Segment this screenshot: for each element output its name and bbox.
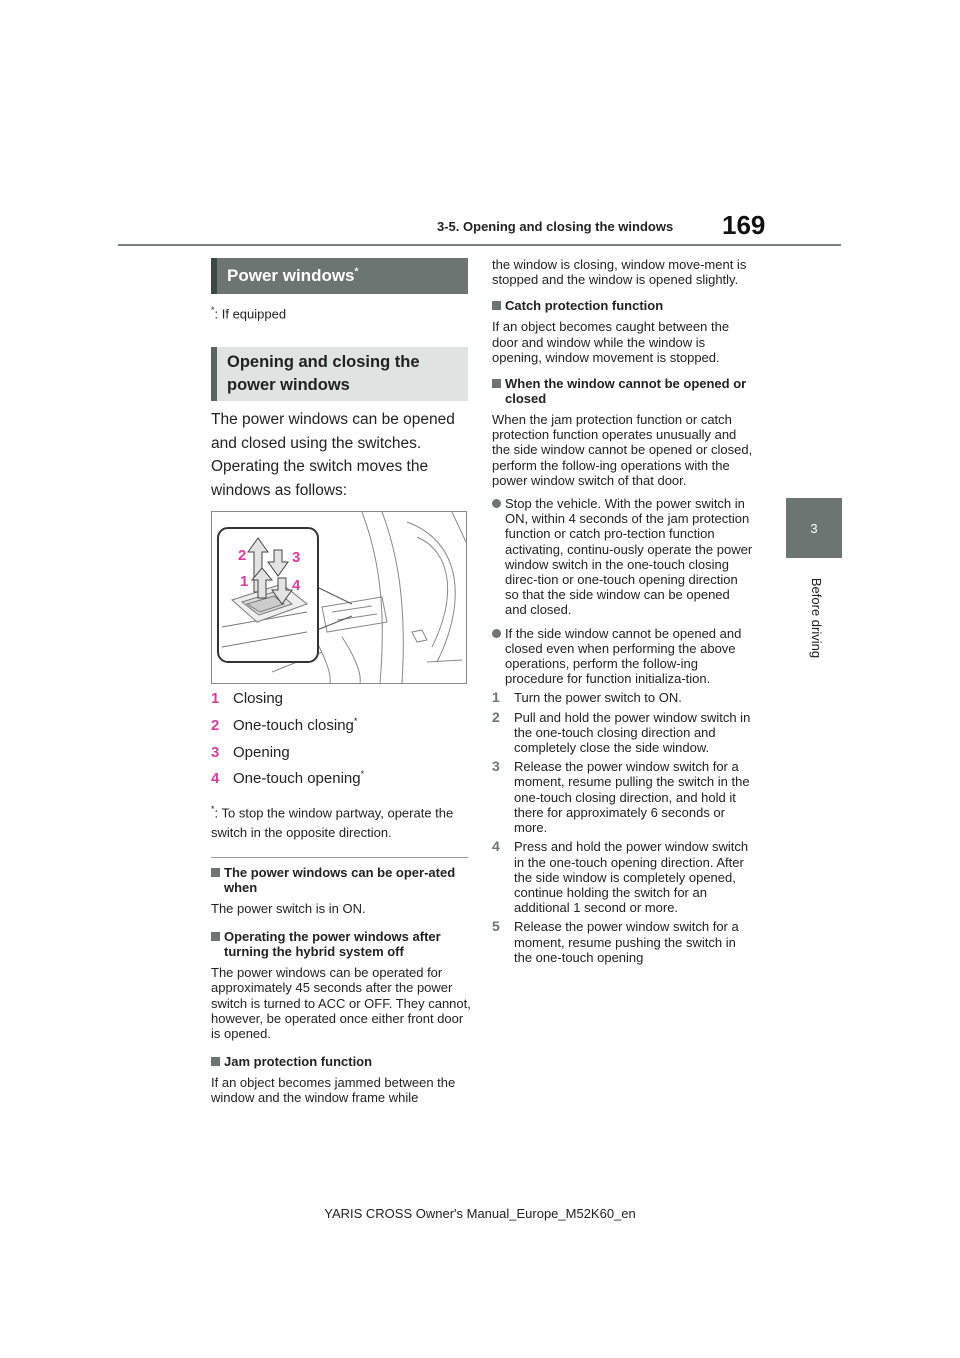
subheading: Operating the power windows after turning the hybrid system off [211, 929, 471, 959]
notes-right [492, 257, 754, 965]
section-divider [211, 857, 468, 858]
bullet-item: Stop the vehicle. With the power switch in ON, within 4 seconds of the jam protection function or catch pro-tection function activating, continu-ously operate the power window switch in the one-touch closing direc-tion or one-touch opening direction so that the side window can be opened and closed. [492, 496, 754, 618]
list-item [211, 716, 357, 734]
list-asterisk: * [360, 769, 365, 779]
list-number: 3 [211, 744, 220, 761]
chapter-number: 3 [810, 520, 818, 536]
figure-label-4: 4 [292, 577, 301, 594]
section-title: 3-5. Opening and closing the windows [437, 219, 674, 234]
paragraph: If an object becomes jammed between the window and the window frame while [211, 1075, 456, 1106]
subheading: When the window cannot be opened or closed [492, 376, 754, 406]
footnote-asterisk: * [211, 305, 215, 315]
power-window-switch-figure [211, 511, 467, 684]
figure-label-2: 2 [238, 547, 247, 564]
step-item: 2 Pull and hold the power window switch in the one-touch closing direction and completely close the side window. [492, 708, 751, 756]
paragraph: The power windows can be operated for approximately 45 seconds after the power switch is turned to ACC or OFF. They cannot, however, be operated once either front door is opened. [211, 965, 471, 1042]
step-number: 5 [492, 918, 500, 935]
step-number: 1 [492, 689, 500, 706]
list-number: 4 [211, 770, 220, 787]
page-footer: YARIS CROSS Owner's Manual_Europe_M52K60_en [324, 1206, 636, 1221]
paragraph: the window is closing, window move-ment is stopped and the window is opened slightly. [492, 257, 747, 288]
list-label: Closing [233, 690, 284, 707]
list-note-asterisk: * [211, 804, 215, 814]
figure-label-3: 3 [292, 549, 301, 566]
step-item: 5 Release the power window switch for a moment, resume pushing the switch in the one-touch opening [492, 918, 739, 965]
list-note-text: : To stop the window partway, operate the switch in the opposite direction. [211, 805, 454, 841]
notes-left [211, 865, 471, 1106]
subheading: The power windows can be oper-ated when [211, 865, 471, 895]
square-bullet-icon [492, 379, 501, 388]
header-rule [118, 244, 841, 246]
list-asterisk: * [353, 716, 358, 726]
list-label: One-touch opening [233, 770, 361, 787]
chapter-tab[interactable] [786, 498, 842, 558]
paragraph: The power switch is in ON. [211, 901, 366, 916]
heading-power-windows-text: Power windows [227, 266, 355, 285]
step-item: 1 Turn the power switch to ON. [492, 689, 682, 706]
square-bullet-icon [211, 932, 220, 941]
subheading: Jam protection function [211, 1054, 471, 1069]
list-number: 2 [211, 717, 220, 734]
square-bullet-icon [211, 1057, 220, 1066]
paragraph: When the jam protection function or catch protection function operates unusually and the side window cannot be opened or closed, perform the follow-ing operations with the power window switch of that door. [492, 412, 753, 488]
square-bullet-icon [492, 301, 501, 310]
list-item [211, 689, 283, 707]
step-item: 4 Press and hold the power window switch in the one-touch opening direction. After the side window is completely opened, continue holding the switch for an additional 1 second or more. [492, 838, 749, 916]
page-number: 169 [722, 210, 766, 240]
step-number: 3 [492, 758, 500, 775]
heading-asterisk: * [354, 266, 359, 278]
footnote-equipped [211, 305, 286, 321]
step-number: 2 [492, 708, 500, 725]
list-label: Opening [233, 744, 290, 761]
subheading: Catch protection function [492, 298, 754, 313]
list-number: 1 [211, 690, 220, 707]
footnote-equipped-text: : If equipped [214, 306, 287, 322]
list-label: One-touch closing [233, 717, 354, 734]
bullet-item: If the side window cannot be opened and closed even when performing the above operations, perform the follow-ing procedure for function initializa-tion. [492, 626, 754, 687]
intro-paragraph: The power windows can be opened and closed using the switches. Operating the switch moves the windows as follows: [211, 411, 455, 499]
step-number: 4 [492, 838, 500, 855]
square-bullet-icon [211, 868, 220, 877]
heading-power-windows [211, 258, 468, 294]
list-item [211, 769, 364, 787]
heading-opening-closing: Opening and closing the power windows [211, 347, 468, 401]
list-note [211, 799, 471, 843]
chapter-name: Before driving [809, 577, 824, 659]
step-item: 3 Release the power window switch for a moment, resume pulling the switch in the one-touch closing direction, and hold it there for approximately 6 seconds or more. [492, 758, 750, 836]
paragraph: If an object becomes caught between the door and window while the window is opening, window movement is stopped. [492, 319, 730, 365]
figure-label-1: 1 [240, 573, 249, 590]
list-item [211, 743, 290, 761]
